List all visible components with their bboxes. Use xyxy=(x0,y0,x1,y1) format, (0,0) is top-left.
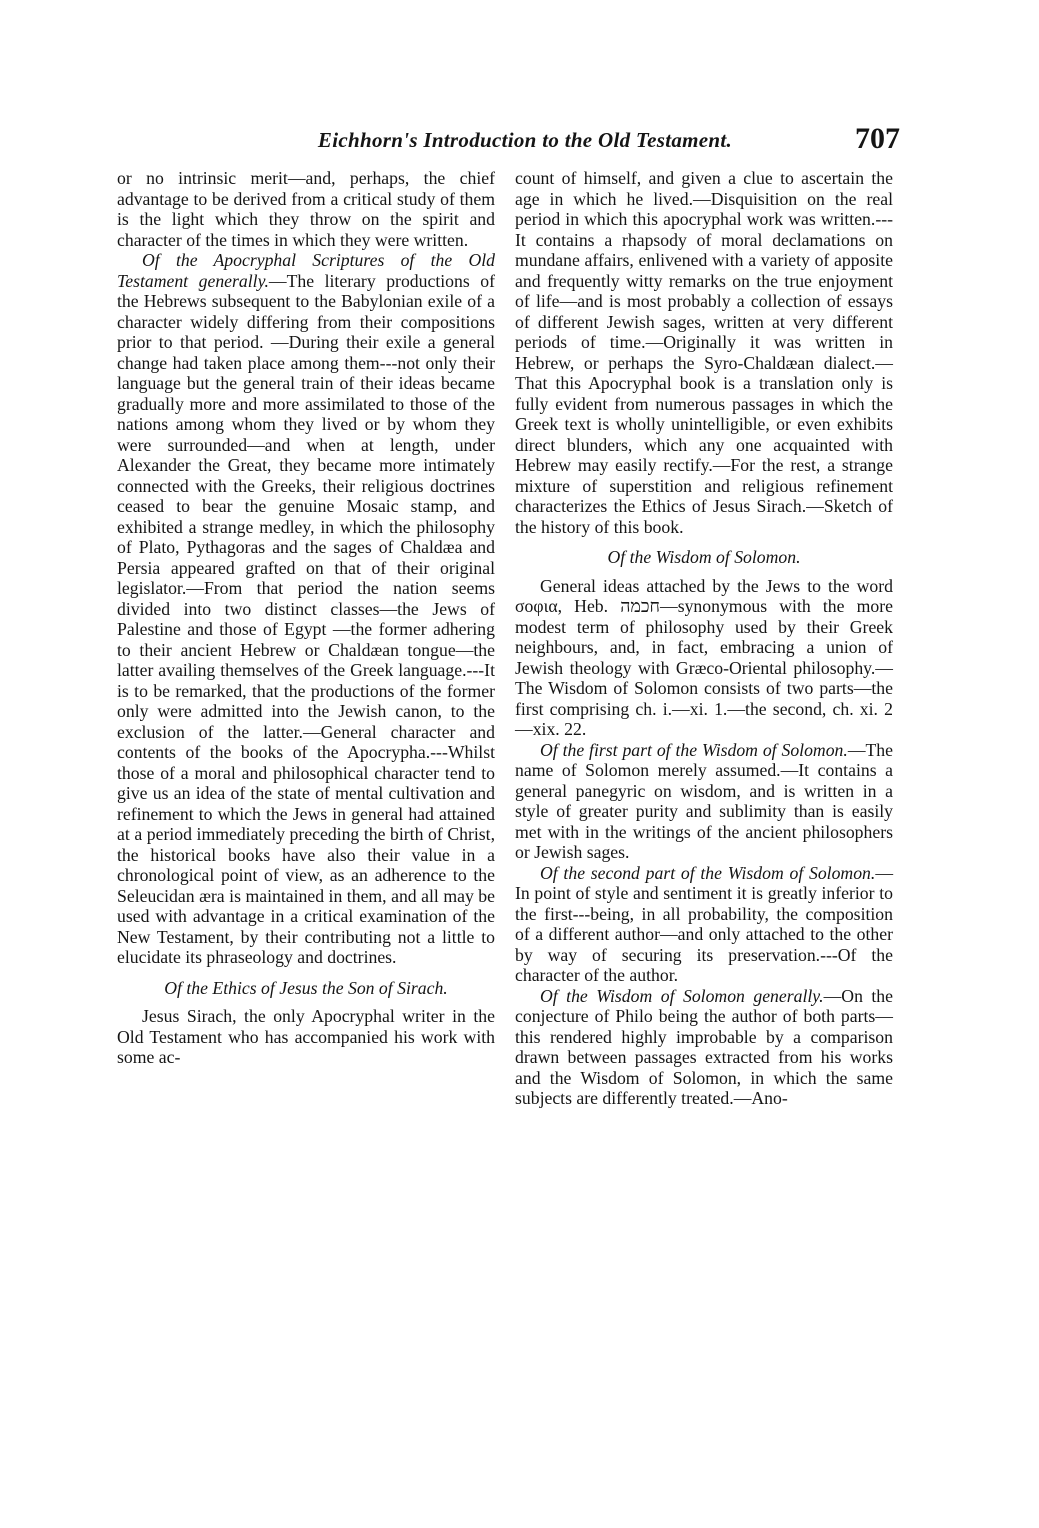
section-heading: Of the Ethics of Jesus the Son of Sirach. xyxy=(164,977,448,998)
paragraph xyxy=(515,863,893,986)
section-lead: Of the Wisdom of Solomon generally. xyxy=(540,985,824,1006)
page-number: 707 xyxy=(855,122,900,155)
right-column xyxy=(515,168,893,1109)
section-lead: Of the Apocryphal Scriptures of the Old Testament generally. xyxy=(117,250,495,291)
paragraph xyxy=(515,740,893,863)
paragraph: General ideas attached by the Jews to the word σοφια, Heb. חכמה—synonymous with the more modest term of philosophy used by their Greek neighbours, and, in fact, embracing a union of Jewish theology with Græco-Oriental philosophy.—The Wisdom of Solomon consists of two parts—the first comprising ch. i.—xi. 1.—the second, ch. xi. 2—xix. 22. xyxy=(515,575,893,739)
section-lead: Of the first part of the Wisdom of Solomon. xyxy=(540,739,848,760)
running-title: Eichhorn's Introduction to the Old Testament. xyxy=(317,128,733,152)
paragraph-body: —The literary productions of the Hebrews subsequent to the Babylonian exile of a character widely differing from their compositions prior to that period. —During their exile a general change had taken place among them---not only their language but the general train of their ideas became gradually more and more assimilated to those of the nations among whom they lived or by whom they were surrounded—and when at length, under Alexander the Great, they became more intimately connected with the Greeks, their religious doctrines ceased to bear the genuine Mosaic stamp, and exhibited a strange medley, in which the philosophy of Plato, Pythagoras and the sages of Chaldæa and Persia appeared grafted on that of their original legislator.—From that period the nation seems divided into two distinct classes—the Jews of Palestine and those of Egypt —the former adhering to their ancient Hebrew or Chaldæan tongue—the latter availing themselves of the Greek language.---It is to be remarked, that the productions of the former only were admitted into the Jewish canon, to the exclusion of the latter.—General character and contents of the books of the Apocrypha.---Whilst those of a moral and philosophical character tend to give us an idea of the state of mental cultivation and refinement to which the Jews in general had attained at a period immediately preceding the birth of Christ, the historical books have also their value in a chronological point of view, as an adherence to the Seleucidan æra is maintained in them, and all may be used with advantage in a critical examination of the New Testament, by their contributing not a little to elucidate its phraseology and doctrines. xyxy=(117,270,495,967)
paragraph: Jesus Sirach, the only Apocryphal writer in the Old Testament who has accompanied his work with some ac- xyxy=(117,1006,495,1067)
left-column xyxy=(117,168,495,1068)
section-lead: Of the second part of the Wisdom of Solomon. xyxy=(540,862,876,883)
paragraph xyxy=(117,250,495,968)
paragraph-body: —On the conjecture of Philo being the author of both parts—this rendered highly improbable by a comparison drawn between passages extracted from his works and the Wisdom of Solomon, in which the same subjects are differently treated.—Ano- xyxy=(515,985,893,1108)
paragraph: count of himself, and given a clue to ascertain the age in which he lived.—Disquisition on the real period in which this apocryphal work was written.---It contains a rhapsody of moral declamations on mundane affairs, enlivened with a variety of apposite and frequently witty remarks on the true enjoyment of life—and is most probably a collection of essays of different Jewish sages, written at very different periods of time.—Originally it was written in Hebrew, or perhaps the Syro-Chaldæan dialect.—That this Apocryphal book is a translation only is fully evident from numerous passages in which the Greek text is wholly unintelligible, or even exhibits direct blunders, which any one acquainted with Hebrew may easily rectify.—For the rest, a strange mixture of superstition and religious refinement characterizes the Ethics of Jesus Sirach.—Sketch of the history of this book. xyxy=(515,168,893,537)
paragraph xyxy=(515,986,893,1109)
paragraph: or no intrinsic merit—and, perhaps, the chief advantage to be derived from a critical study of them is the light which they throw on the spirit and character of the times in which they were written. xyxy=(117,168,495,250)
section-heading: Of the Wisdom of Solomon. xyxy=(607,547,801,567)
paragraph-body: —In point of style and sentiment it is greatly inferior to the first---being, in all probability, the composition of a different author—and only attached to the other by way of securing its preservation.---Of the character of the author. xyxy=(515,862,893,985)
paragraph-body: —The name of Solomon merely assumed.—It contains a general panegyric on wisdom, and is written in a style of greater purity and sublimity than is easily met with in the writings of the ancient philosophers or Jewish sages. xyxy=(515,739,893,862)
